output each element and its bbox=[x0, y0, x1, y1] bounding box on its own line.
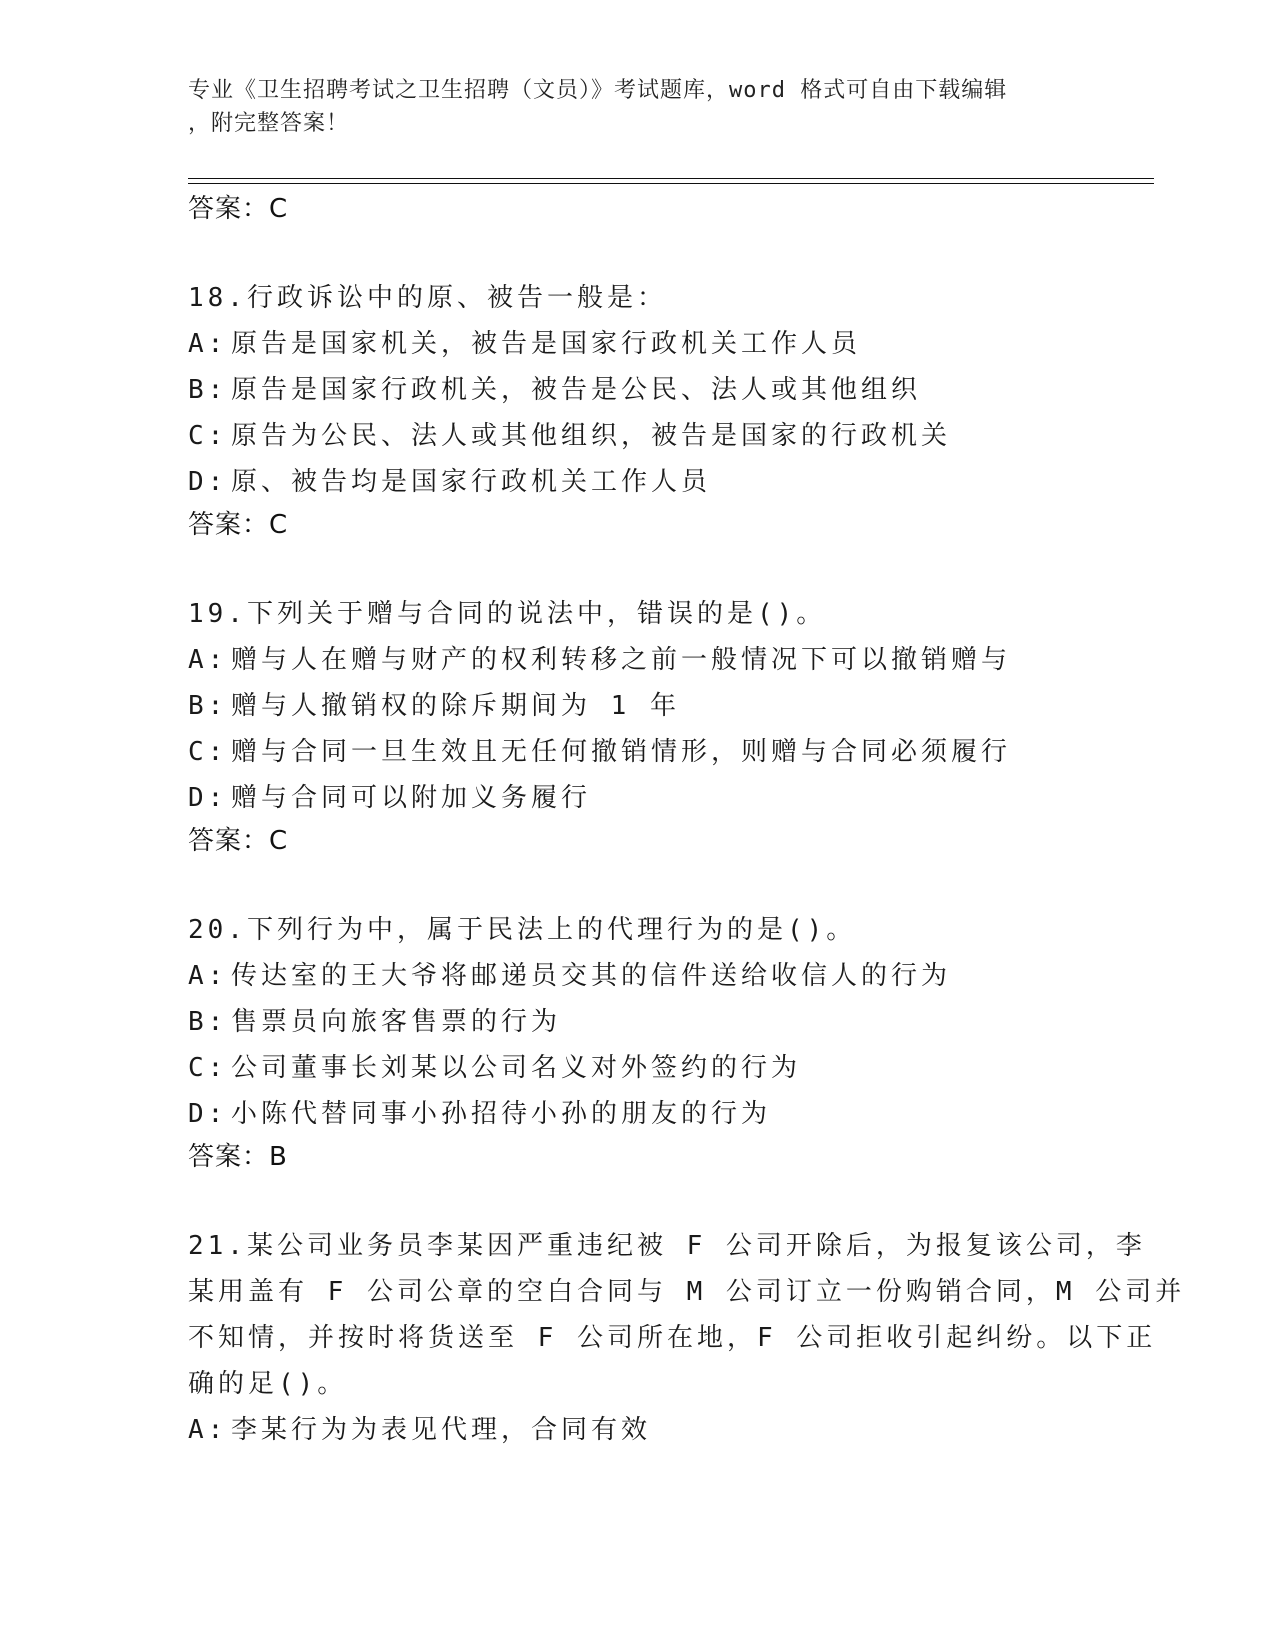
question-stem: 20.下列行为中，属于民法上的代理行为的是()。 bbox=[188, 915, 857, 945]
question-list bbox=[188, 189, 1186, 1453]
option-b: B: 赠与人撤销权的除斥期间为 1 年 bbox=[188, 691, 680, 721]
option-b: B: 售票员向旅客售票的行为 bbox=[188, 1007, 562, 1037]
option-d: D: 小陈代替同事小孙招待小孙的朋友的行为 bbox=[188, 1099, 772, 1129]
question-21 bbox=[188, 1223, 1186, 1453]
option-c: C: 原告为公民、法人或其他组织，被告是国家的行政机关 bbox=[188, 421, 952, 451]
option-a: A: 赠与人在赠与财产的权利转移之前一般情况下可以撤销赠与 bbox=[188, 645, 1012, 675]
answer-line: 答案：C bbox=[188, 194, 289, 224]
answer-line: 答案：C bbox=[188, 826, 289, 856]
header-line-2: ，附完整答案！ bbox=[188, 111, 350, 136]
question-stem-line: 某用盖有 F 公司公章的空白合同与 M 公司订立一份购销合同，M 公司并 bbox=[188, 1277, 1186, 1307]
answer-line: 答案：C bbox=[188, 510, 289, 540]
option-b: B: 原告是国家行政机关，被告是公民、法人或其他组织 bbox=[188, 375, 922, 405]
answer-line: 答案：B bbox=[188, 1142, 288, 1172]
question-19 bbox=[188, 591, 1088, 861]
question-stem: 19.下列关于赠与合同的说法中，错误的是()。 bbox=[188, 599, 827, 629]
question-stem-line: 21.某公司业务员李某因严重违纪被 F 公司开除后，为报复该公司，李 bbox=[188, 1231, 1146, 1261]
document-page bbox=[188, 0, 1186, 1650]
header-divider bbox=[188, 178, 1154, 184]
question-stem: 18.行政诉讼中的原、被告一般是： bbox=[188, 283, 667, 313]
option-c: C: 公司董事长刘某以公司名义对外签约的行为 bbox=[188, 1053, 802, 1083]
option-a: A: 原告是国家机关，被告是国家行政机关工作人员 bbox=[188, 329, 862, 359]
document-header bbox=[188, 74, 1088, 140]
question-stem-line: 不知情，并按时将货送至 F 公司所在地，F 公司拒收引起纠纷。以下正 bbox=[188, 1323, 1157, 1353]
option-c: C: 赠与合同一旦生效且无任何撤销情形，则赠与合同必须履行 bbox=[188, 737, 1012, 767]
option-d: D: 赠与合同可以附加义务履行 bbox=[188, 783, 592, 813]
option-d: D: 原、被告均是国家行政机关工作人员 bbox=[188, 467, 712, 497]
option-a: A: 传达室的王大爷将邮递员交其的信件送给收信人的行为 bbox=[188, 961, 952, 991]
header-line-1: 专业《卫生招聘考试之卫生招聘（文员）》考试题库，word 格式可自由下载编辑 bbox=[188, 78, 1008, 103]
option-a: A: 李某行为为表见代理，合同有效 bbox=[188, 1415, 652, 1445]
question-18 bbox=[188, 275, 1088, 545]
question-20 bbox=[188, 907, 1088, 1177]
question-stem-line: 确的足()。 bbox=[188, 1369, 348, 1399]
